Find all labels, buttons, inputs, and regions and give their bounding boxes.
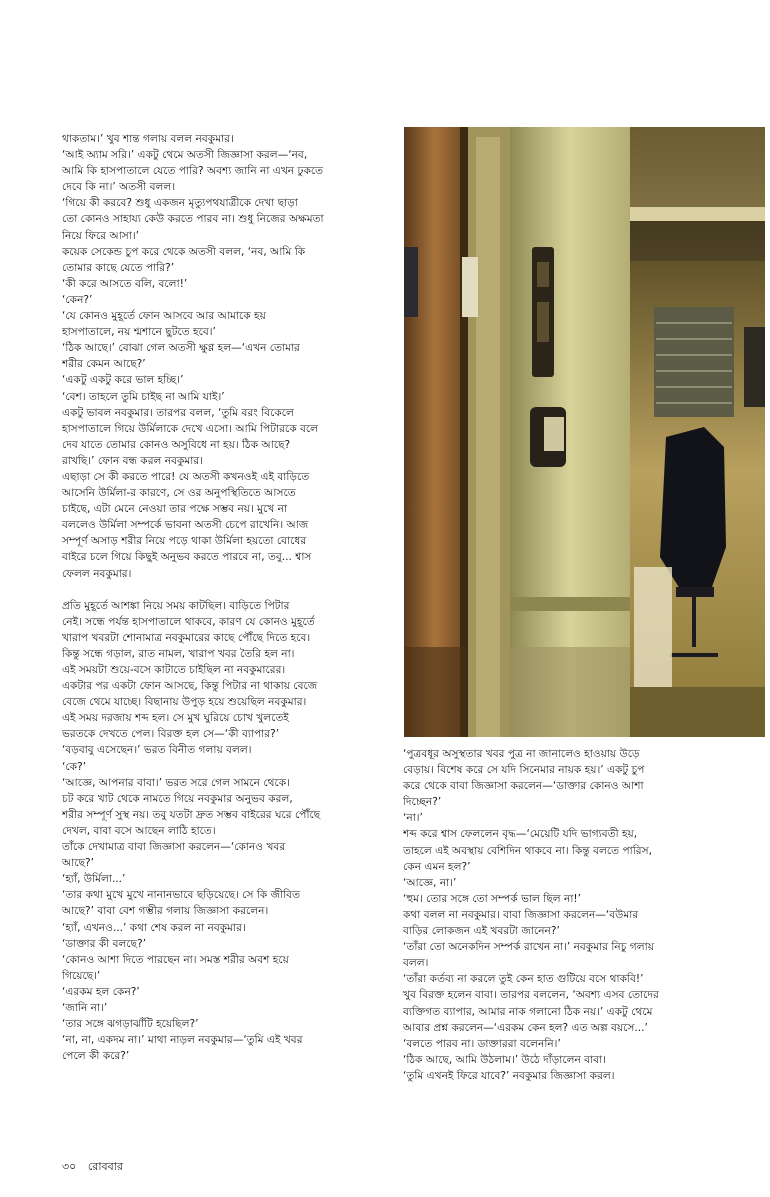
- text-line: পেলে কী করে?’: [62, 1050, 130, 1063]
- text-line: ‘না।’: [403, 812, 423, 825]
- hospital-corridor-illustration: [404, 127, 765, 737]
- text-line: ‘হ্যাঁ, এখনও...’ কথা শেষ করল না নবকুমার।: [62, 921, 246, 934]
- text-line: ফেলল নবকুমার।: [62, 567, 132, 580]
- text-line: শরীর কেমন আছে?’: [62, 358, 146, 371]
- text-line: দিচ্ছেন?’: [403, 796, 442, 809]
- text-line: বাইরে চলে গিয়ে কিছুই অনুভব করতে পারবে না, তবু... শ্বাস: [62, 551, 312, 564]
- text-line: বললেও উর্মিলা সম্পর্কে ভাবনা অতসী চেপে রাখেনি। আজ: [62, 519, 309, 532]
- text-line: বেড়ায়। বিশেষ করে সে যদি সিনেমার নায়ক হয়।’ একটু চুপ: [403, 764, 645, 777]
- text-line: রাখছি।’ ফোন বন্ধ করল নবকুমার।: [62, 454, 203, 467]
- text-line: ‘তার কথা মুখে মুখে নানানভাবে ছড়িয়েছে। সে কি জীবিত: [62, 889, 301, 902]
- page-number: ৩০: [62, 1160, 77, 1173]
- text-line: ‘জানি না।’: [62, 1001, 108, 1014]
- text-line: বলল।: [403, 957, 429, 970]
- text-line: ‘এরকম হল কেন?’: [62, 985, 140, 998]
- text-line: ‘তার সঙ্গে ঝগড়াঝাঁটি হয়েছিল?’: [62, 1018, 199, 1031]
- text-line: ব্যক্তিগত ব্যাপার, আমার নাক গলানো ঠিক নয়।’ একটু থেমে: [403, 1005, 653, 1018]
- text-line: শরীর সম্পূর্ণ সুস্থ নয়। তবু যতটা দ্রুত সম্ভব বাইরের ঘরে পৌঁছে: [62, 808, 321, 821]
- text-line: ‘তাঁরা কর্তব্য না করলে তুই কেন হাত গুটিয়ে বসে থাকবি!’: [403, 973, 644, 986]
- text-line: ‘কোনও আশা দিতে পারছেন না। সমস্ত শরীর অবশ হয়ে: [62, 953, 289, 966]
- text-line: শব্দ করে শ্বাস ফেললেন বৃদ্ধ—‘মেয়েটি যদি ভাগ্যবতী হয়,: [403, 828, 638, 841]
- text-line: আমি কি হাসপাতালে যেতে পারি? অবশ্য জানি না এখন ঢুকতে: [62, 165, 324, 178]
- text-line: হাসপাতালে গিয়ে উর্মিলাকে দেখে এসো। আমি পিটারকে বলে: [62, 422, 319, 435]
- text-line: গিয়েছে।’: [62, 969, 101, 982]
- text-line: চট করে খাট থেকে নামতে গিয়ে নবকুমার অনুভব করল,: [62, 792, 293, 805]
- left-column: [62, 131, 387, 1064]
- text-line: আবার প্রশ্ন করলেন—‘এরকম কেন হল? এত অল্প বয়সে...’: [403, 1021, 648, 1034]
- text-line: কিন্তু সন্ধে গড়াল, রাত নামল, খারাপ খবর তৈরি হল না।: [62, 647, 295, 660]
- text-line: ‘গিয়ে কী করবে? শুধু একজন মৃত্যুপথযাত্রীকে দেখা ছাড়া: [62, 197, 298, 210]
- text-line: দেব যাতে তোমার কোনও অসুবিধে না হয়। ঠিক আছে?: [62, 438, 291, 451]
- text-line: ‘যে কোনও মুহূর্তে ফোন আসবে আর আমাকে হয়: [62, 310, 266, 323]
- text-line: কয়েক সেকেন্ড চুপ করে থেকে অতসী বলল, ‘নব, আমি কি: [62, 245, 306, 258]
- text-line: ‘তাঁরা তো অনেকদিন সম্পর্ক রাখেন না।’ নবকুমার নিচু গলায়: [403, 941, 654, 954]
- text-line: ‘কেন?’: [62, 293, 93, 306]
- text-line: ‘তুমি এখনই ফিরে যাবে?’ নবকুমার জিজ্ঞাসা করল।: [403, 1069, 615, 1082]
- text-line: আসেনি উর্মিলা-র কারণে, সে ওর অনুপস্থিতিতে আসতে: [62, 487, 296, 500]
- text-line: আছে?’ বাবা বেশ গম্ভীর গলায় জিজ্ঞাসা করলেন।: [62, 905, 269, 918]
- text-line: খুব বিরক্ত হলেন বাবা। তারপর বললেন, ‘অবশ্য এসব তোদের: [403, 989, 659, 1002]
- text-line: এই সময় দরজায় শব্দ হল। সে মুখ ঘুরিয়ে চোখ খুলতেই: [62, 712, 289, 725]
- text-line: নিয়ে ফিরে আসা।’: [62, 229, 140, 242]
- text-line: ‘ঠিক আছে, আমি উঠলাম।’ উঠে দাঁড়ালেন বাবা।: [403, 1053, 606, 1066]
- text-line: সম্পূর্ণ অসাড় শরীর নিয়ে পড়ে থাকা উর্মিলা হয়তো বোধের: [62, 535, 307, 548]
- text-line: কথা বলল না নবকুমার। বাবা জিজ্ঞাসা করলেন—‘বউমার: [403, 908, 639, 921]
- hospital-corridor-image: [404, 127, 765, 737]
- paragraph-gap: [62, 582, 387, 598]
- text-line: ‘আই অ্যাম সরি।’ একটু থেমে অতসী জিজ্ঞাসা করল—‘নব,: [62, 149, 308, 162]
- text-line: একটু ভাবল নবকুমার। তারপর বলল, ‘তুমি বরং বিকেলে: [62, 406, 294, 419]
- text-line: বেজে থেমে যাচ্ছে। বিছানায় উপুড় হয়ে শুয়েছিল নবকুমার।: [62, 696, 307, 709]
- text-line: নেই। সন্ধে পর্যন্ত হাসপাতালে থাকবে, কারণ যে কোনও মুহূর্তে: [62, 615, 315, 628]
- text-line: বাড়ির লোকজন এই খবরটা জানেন?’: [403, 925, 560, 938]
- text-line: ‘হুম। তোর সঙ্গে তো সম্পর্ক ভাল ছিল না!’: [403, 892, 582, 905]
- text-line: ‘হ্যাঁ, উর্মিলা...’: [62, 873, 126, 886]
- text-line: আছে?’: [62, 857, 95, 870]
- text-line: একটার পর একটা ফোন আসছে, কিন্তু পিটার না থাকায় বেজে: [62, 680, 318, 693]
- text-line: ‘বড়বাবু এসেছেন।’ ভরত বিনীত গলায় বলল।: [62, 744, 252, 757]
- text-line: ‘আজ্ঞে, না।’: [403, 876, 457, 889]
- text-line: ভরতকে দেখতে পেল। বিরক্ত হল সে—‘কী ব্যাপার?’: [62, 728, 280, 741]
- right-column: [403, 746, 703, 1084]
- text-line: তোমার কাছে যেতে পারি?’: [62, 261, 175, 274]
- text-line: তাঁকে দেখামাত্র বাবা জিজ্ঞাসা করলেন—‘কোনও খবর: [62, 841, 286, 854]
- text-line: হাসপাতালে, নয় শ্মশানে ছুটতে হবে।’: [62, 326, 216, 339]
- text-line: ‘কী করে আসতে বলি, বলো!’: [62, 277, 188, 290]
- text-line: ‘আজ্ঞে, আপনার বাবা।’ ভরত সরে গেল সামনে থেকে।: [62, 776, 290, 789]
- text-line: ‘ডাক্তার কী বলছে?’: [62, 937, 147, 950]
- text-line: দেবে কি না।’ অতসী বলল।: [62, 181, 176, 194]
- text-line: ‘কে?’: [62, 760, 87, 773]
- text-line: প্রতি মুহূর্তে আশঙ্কা নিয়ে সময় কাটছিল। বাড়িতে পিটার: [62, 599, 290, 612]
- text-line: দেখল, বাবা বসে আছেন লাঠি হাতে।: [62, 824, 216, 837]
- text-line: এছাড়া সে কী করতে পারে! যে অতসী কখনওই এই বাড়িতে: [62, 470, 310, 483]
- text-line: ‘না, না, একদম না।’ মাথা নাড়ল নবকুমার—‘তুমি এই খবর: [62, 1034, 303, 1047]
- text-line: ‘বেশ। তাহলে তুমি চাইছ না আমি যাই।’: [62, 390, 225, 403]
- text-line: তাহলে এই অবস্থায় বেশিদিন থাকবে না। কিন্তু বলতে পারিস,: [403, 844, 652, 857]
- text-line: ‘ঠিক আছে।’ বোঝা গেল অতসী ক্ষুণ্ণ হল—‘এখন তোমার: [62, 342, 300, 355]
- text-line: খারাপ খবরটা শোনামাত্র নবকুমারের কাছে পৌঁছে দিতে হবে।: [62, 631, 311, 644]
- text-line: করে থেকে বাবা জিজ্ঞাসা করলেন—‘ডাক্তার কোনও আশা: [403, 780, 644, 793]
- text-line: কেন এমন হল?’: [403, 860, 471, 873]
- magazine-name: রোববার: [87, 1160, 124, 1173]
- page-footer: [62, 1158, 123, 1177]
- text-line: চাইছে, এটা মেনে নেওয়া তার পক্ষে সম্ভব নয়। মুখে না: [62, 503, 288, 516]
- text-line: এই সময়টা শুয়ে-বসে কাটাতে চাইছিল না নবকুমারের।: [62, 664, 286, 676]
- text-line: তো কোনও সাহায্য কেউ করতে পারব না। শুধু নিজের অক্ষমতা: [62, 213, 324, 226]
- text-line: ‘বলতে পারব না। ডাক্তাররা বলেননি।’: [403, 1037, 561, 1050]
- text-line: থাকতাম।’ খুব শান্ত গলায় বলল নবকুমার।: [62, 133, 234, 145]
- text-line: ‘একটু একটু করে ভাল হচ্ছি।’: [62, 374, 184, 387]
- text-line: ‘পুত্রবধূর অসুস্থতার খবর পুত্র না জানালেও হাওয়ায় উড়ে: [403, 748, 640, 760]
